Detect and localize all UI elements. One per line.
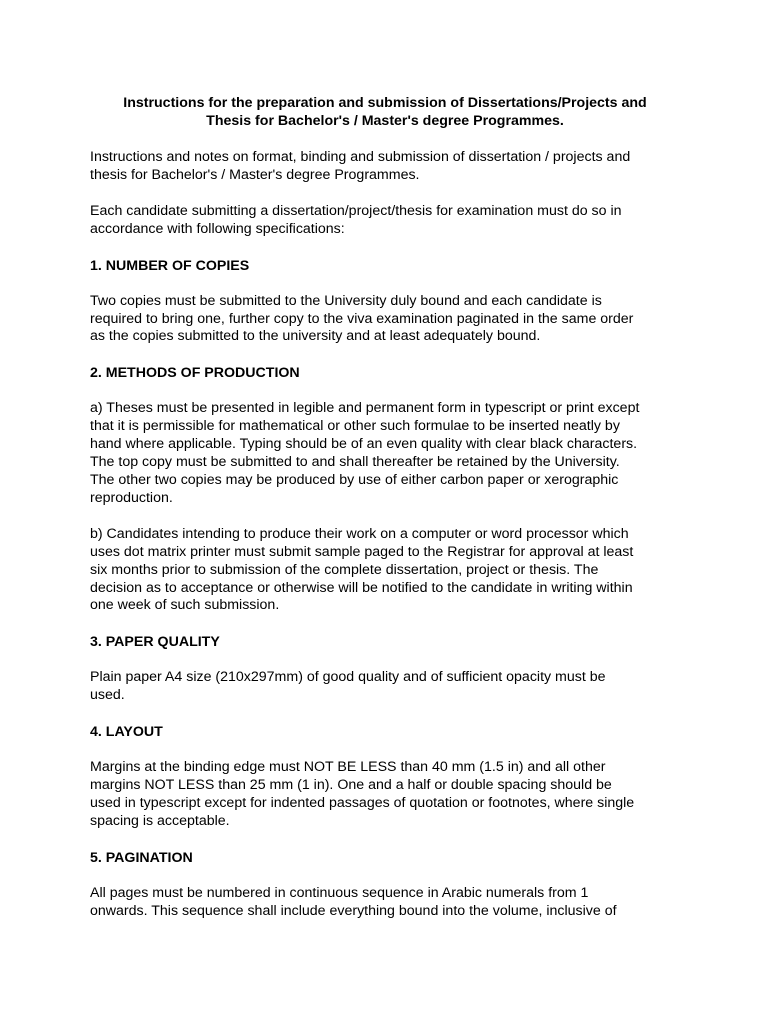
- document-title-line: Thesis for Bachelor's / Master's degree Programmes.: [206, 113, 564, 129]
- text-line: as the copies submitted to the university and at least adequately bound.: [90, 328, 541, 345]
- text-line: All pages must be numbered in continuous sequence in Arabic numerals from 1: [90, 884, 589, 901]
- text-line: required to bring one, further copy to the viva examination paginated in the same order: [90, 310, 634, 327]
- specifications-paragraph: [90, 203, 680, 239]
- text-line: used.: [90, 687, 125, 704]
- section-paragraph: [90, 526, 680, 616]
- text-line: six months prior to submission of the complete dissertation, project or thesis. The: [90, 561, 599, 578]
- document-page: [90, 94, 680, 939]
- text-line: margins NOT LESS than 25 mm (1 in). One and a half or double spacing should be: [90, 777, 612, 794]
- text-line: b) Candidates intending to produce their work on a computer or word processor which: [90, 525, 629, 542]
- intro-paragraph: [90, 149, 680, 185]
- text-line: Margins at the binding edge must NOT BE LESS than 40 mm (1.5 in) and all other: [90, 759, 606, 776]
- document-title: [90, 94, 680, 130]
- text-line: Two copies must be submitted to the University duly bound and each candidate is: [90, 292, 602, 309]
- document-title-line: Instructions for the preparation and submission of Dissertations/Projects and: [123, 95, 647, 111]
- section-paragraph: [90, 293, 680, 347]
- section-paragraph: [90, 669, 680, 705]
- section-paragraph: [90, 400, 680, 507]
- section-paragraph: [90, 759, 680, 831]
- text-line: The other two copies may be produced by use of either carbon paper or xerographic: [90, 471, 619, 488]
- section-heading-layout: 4. LAYOUT: [90, 724, 163, 741]
- text-line: accordance with following specifications:: [90, 220, 345, 237]
- section-heading-number-of-copies: 1. NUMBER OF COPIES: [90, 257, 250, 274]
- text-line: decision as to acceptance or otherwise will be notified to the candidate in writing within: [90, 579, 633, 596]
- text-line: onwards. This sequence shall include everything bound into the volume, inclusive of: [90, 902, 617, 919]
- section-heading-pagination: 5. PAGINATION: [90, 849, 193, 866]
- text-line: spacing is acceptable.: [90, 812, 230, 829]
- text-line: that it is permissible for mathematical or other such formulae to be inserted neatly by: [90, 418, 620, 435]
- text-line: uses dot matrix printer must submit sample paged to the Registrar for approval at least: [90, 543, 634, 560]
- text-line: Plain paper A4 size (210x297mm) of good quality and of sufficient opacity must be: [90, 669, 606, 686]
- text-line: reproduction.: [90, 489, 173, 506]
- text-line: one week of such submission.: [90, 597, 280, 614]
- text-line: a) Theses must be presented in legible and permanent form in typescript or print except: [90, 400, 640, 417]
- text-line: Each candidate submitting a dissertation/project/thesis for examination must do so in: [90, 202, 622, 219]
- section-paragraph: [90, 885, 680, 921]
- text-line: The top copy must be submitted to and shall thereafter be retained by the University.: [90, 454, 620, 471]
- section-heading-paper-quality: 3. PAPER QUALITY: [90, 634, 220, 651]
- text-line: Instructions and notes on format, binding and submission of dissertation / projects and: [90, 149, 631, 165]
- section-heading-methods-of-production: 2. METHODS OF PRODUCTION: [90, 365, 300, 382]
- text-line: used in typescript except for indented passages of quotation or footnotes, where single: [90, 794, 635, 811]
- text-line: thesis for Bachelor's / Master's degree Programmes.: [90, 166, 420, 183]
- text-line: hand where applicable. Typing should be of an even quality with clear black characters.: [90, 436, 638, 453]
